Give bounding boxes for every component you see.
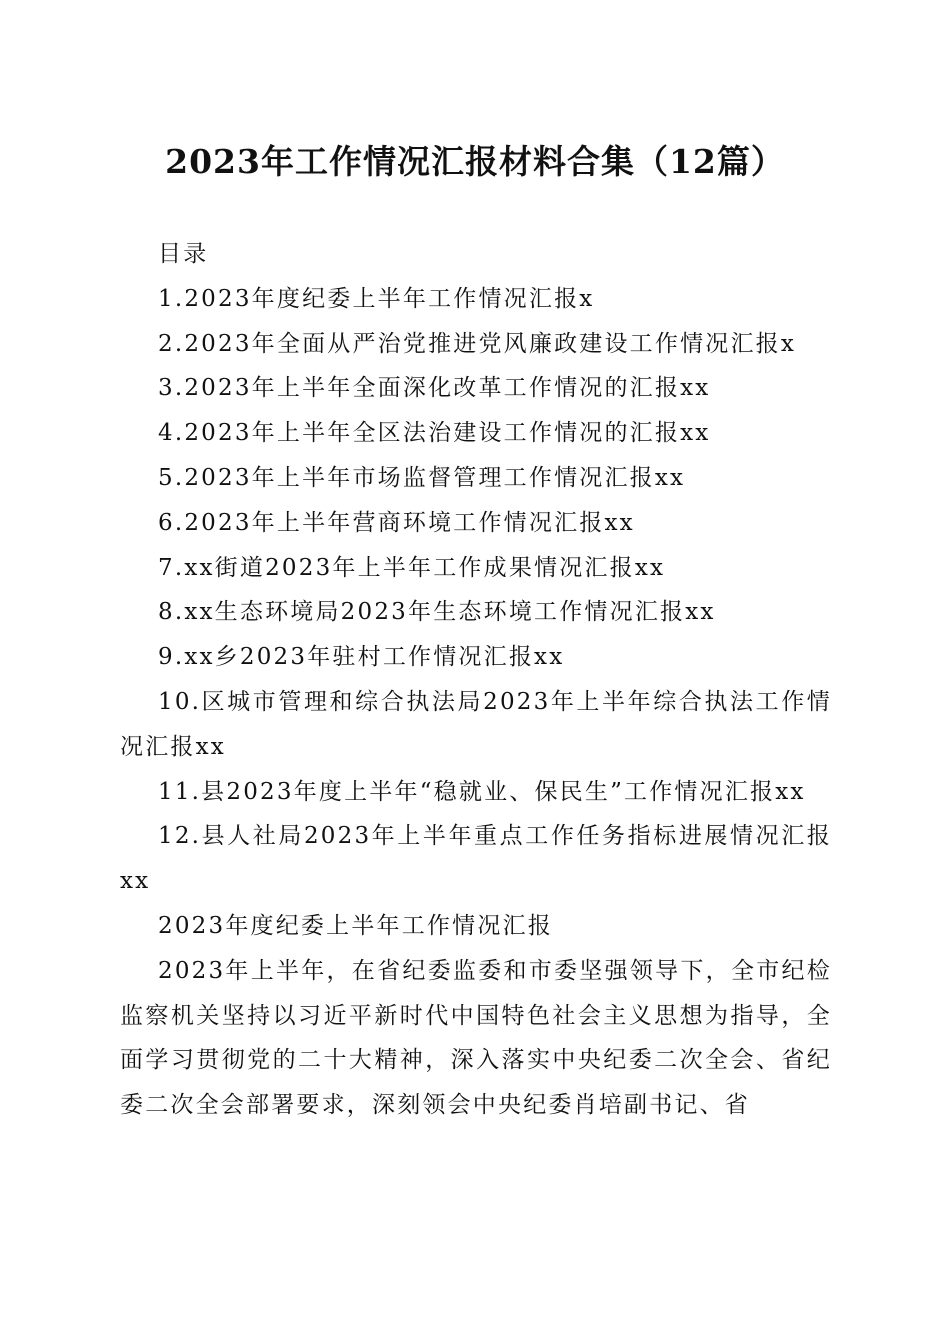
toc-item: 3.2023年上半年全面深化改革工作情况的汇报xx xyxy=(158,375,711,402)
document-title: 2023年工作情况汇报材料合集（12篇） xyxy=(165,142,785,181)
toc-item: 6.2023年上半年营商环境工作情况汇报xx xyxy=(158,509,635,536)
toc-item: 7.xx街道2023年上半年工作成果情况汇报xx xyxy=(158,554,666,581)
toc-item: 2.2023年全面从严治党推进党风廉政建设工作情况汇报x xyxy=(158,330,797,357)
toc-item: 12.县人社局2023年上半年重点工作任务指标进展情况汇报xx xyxy=(120,823,832,895)
toc-item: 10.区城市管理和综合执法局2023年上半年综合执法工作情况汇报xx xyxy=(120,688,832,760)
toc-item: 4.2023年上半年全区法治建设工作情况的汇报xx xyxy=(158,420,711,447)
body-paragraph: 2023年上半年，在省纪委监委和市委坚强领导下，全市纪检监察机关坚持以习近平新时代中国特色社会主义思想为指导，全面学习贯彻党的二十大精神，深入落实中央纪委二次全会、省纪委二次全会部署要求，深刻领会中央纪委肖培副书记、省 xyxy=(120,957,832,1119)
toc-item: 9.xx乡2023年驻村工作情况汇报xx xyxy=(158,644,565,671)
document-body xyxy=(120,232,832,1128)
toc-heading: 目录 xyxy=(158,241,209,267)
toc-item: 1.2023年度纪委上半年工作情况汇报x xyxy=(158,285,595,312)
section-heading: 2023年度纪委上半年工作情况汇报 xyxy=(158,912,553,939)
toc-item: 11.县2023年度上半年“稳就业、保民生”工作情况汇报xx xyxy=(158,778,806,805)
toc-item: 8.xx生态环境局2023年生态环境工作情况汇报xx xyxy=(158,599,716,626)
toc-item: 5.2023年上半年市场监督管理工作情况汇报xx xyxy=(158,464,686,491)
